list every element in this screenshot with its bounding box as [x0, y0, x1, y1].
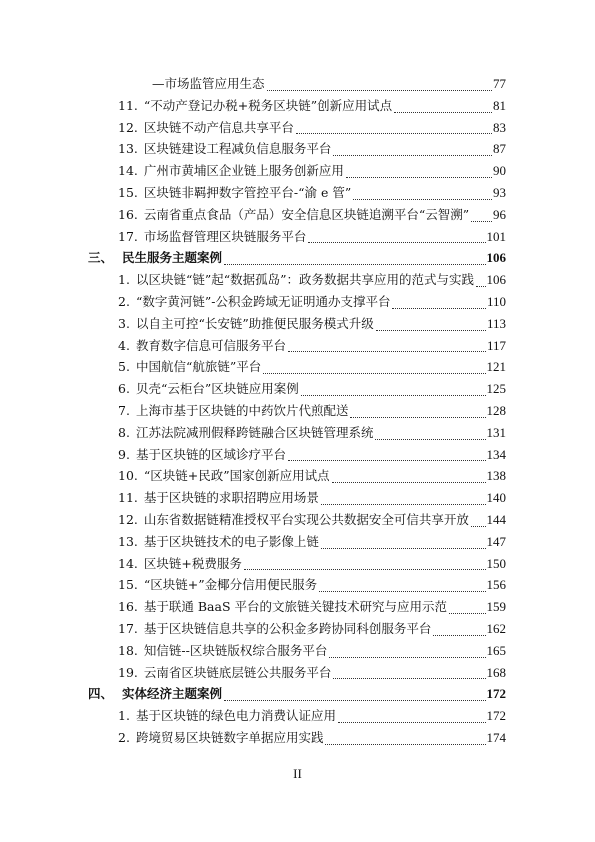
dot-leader — [433, 634, 485, 636]
toc-entry-title: 广州市黄埔区企业链上服务创新应用 — [143, 163, 344, 179]
toc-entry[interactable] — [88, 640, 506, 662]
toc-entry-number: 14. — [118, 163, 138, 179]
toc-entry[interactable] — [88, 313, 506, 335]
toc-entry[interactable] — [88, 378, 506, 400]
toc-entry-number: 2. — [118, 729, 130, 745]
toc-entry-number: 13. — [118, 141, 138, 157]
dot-leader — [288, 459, 486, 461]
dot-leader — [319, 590, 485, 592]
toc-entry-title: 区块链不动产信息共享平台 — [143, 119, 294, 135]
toc-entry[interactable] — [88, 705, 506, 727]
toc-entry[interactable] — [88, 204, 506, 226]
toc-entry-number: 10. — [118, 468, 138, 484]
toc-entry-page: 174 — [486, 729, 506, 745]
toc-entry-number: 16. — [118, 206, 138, 222]
toc-entry[interactable] — [88, 73, 506, 95]
toc-entry-page: 125 — [486, 381, 506, 397]
toc-entry[interactable] — [88, 95, 506, 117]
toc-entry[interactable] — [88, 487, 506, 509]
toc-entry-title: 基于区块链技术的电子影像上链 — [143, 533, 319, 549]
toc-entry[interactable] — [88, 618, 506, 640]
toc-entry-number: 12. — [118, 511, 138, 527]
dot-leader — [392, 307, 486, 309]
toc-entry-page: 83 — [493, 119, 506, 135]
toc-entry-page: 101 — [486, 228, 506, 244]
toc-entry-number: 6. — [118, 381, 130, 397]
toc-entry-page: 172 — [486, 686, 506, 702]
toc-entry-number: 11. — [118, 97, 138, 113]
toc-section[interactable] — [88, 247, 506, 269]
toc-entry[interactable] — [88, 269, 506, 291]
toc-entry-title: 云南省区块链底层链公共服务平台 — [143, 664, 332, 680]
toc-entry-title: 上海市基于区块链的中药饮片代煎配送 — [135, 402, 349, 418]
toc-section[interactable] — [88, 683, 506, 705]
table-of-contents — [88, 73, 506, 749]
dot-leader — [471, 525, 486, 527]
dot-leader — [224, 699, 485, 701]
toc-entry[interactable] — [88, 226, 506, 248]
dot-leader — [394, 111, 492, 113]
toc-entry-page: 90 — [493, 163, 506, 179]
toc-entry[interactable] — [88, 182, 506, 204]
toc-entry-title: 云南省重点食品（产品）安全信息区块链追溯平台“云智溯” — [143, 206, 470, 222]
toc-entry-number: 14. — [118, 555, 138, 571]
toc-entry-title: 跨境贸易区块链数字单据应用实践 — [135, 729, 324, 745]
toc-entry-title: 市场监督管理区块链服务平台 — [143, 228, 307, 244]
toc-entry[interactable] — [88, 727, 506, 749]
toc-entry-title: 实体经济主题案例 — [122, 686, 223, 702]
toc-entry-page: 162 — [486, 620, 506, 636]
toc-entry[interactable] — [88, 160, 506, 182]
toc-entry-page: 144 — [486, 511, 506, 527]
toc-entry-page: 106 — [486, 272, 506, 288]
toc-entry-page: 113 — [486, 315, 506, 331]
toc-entry-title: “不动产登记办税+税务区块链”创新应用试点 — [143, 97, 393, 113]
toc-entry-title: “区块链+”金椰分信用便民服务 — [143, 577, 318, 593]
dot-leader — [224, 263, 485, 265]
toc-entry-title: 贝壳“云柜台”区块链应用案例 — [135, 381, 299, 397]
toc-entry-number: 三、 — [88, 250, 114, 266]
dot-leader — [301, 394, 486, 396]
dot-leader — [333, 677, 485, 679]
toc-entry-page: 117 — [486, 337, 506, 353]
dot-leader — [350, 416, 485, 418]
toc-entry-page: 131 — [486, 424, 506, 440]
toc-entry[interactable] — [88, 574, 506, 596]
toc-entry-title: 基于联通 BaaS 平台的文旅链关键技术研究与应用示范 — [143, 599, 447, 615]
dot-leader — [376, 329, 486, 331]
toc-entry-title: 区块链+税费服务 — [143, 555, 242, 571]
dot-leader — [476, 285, 485, 287]
dot-leader — [353, 198, 492, 200]
toc-entry-title: —市场监管应用生态 — [152, 76, 265, 91]
toc-entry-page: 165 — [486, 642, 506, 658]
dot-leader — [263, 372, 485, 374]
toc-entry-number: 15. — [118, 577, 138, 593]
toc-entry-number: 8. — [118, 424, 130, 440]
dot-leader — [296, 132, 492, 134]
dot-leader — [325, 743, 485, 745]
dot-leader — [321, 503, 486, 505]
dot-leader — [375, 438, 485, 440]
dot-leader — [267, 89, 492, 91]
toc-entry-page: 96 — [493, 206, 506, 222]
toc-entry-number: 16. — [118, 599, 138, 615]
toc-entry-page: 172 — [486, 708, 506, 724]
toc-entry-number: 17. — [118, 620, 138, 636]
toc-entry-number: 7. — [118, 402, 130, 418]
toc-entry-page: 110 — [486, 293, 506, 309]
toc-entry-title: 教育数字信息可信服务平台 — [135, 337, 286, 353]
toc-entry-title: 江苏法院减刑假释跨链融合区块链管理系统 — [135, 424, 374, 440]
page-number: II — [293, 766, 302, 781]
toc-entry-number: 四、 — [88, 686, 114, 702]
toc-entry-title: 区块链非羁押数字管控平台-“渝 e 管” — [143, 184, 352, 200]
dot-leader — [288, 350, 486, 352]
toc-entry[interactable] — [88, 400, 506, 422]
toc-entry-page: 150 — [486, 555, 506, 571]
toc-entry[interactable] — [88, 531, 506, 553]
toc-entry-title: 以区块链“链”起“数据孤岛”：政务数据共享应用的范式与实践 — [135, 272, 475, 288]
toc-entry-title: 基于区块链信息共享的公积金多跨协同科创服务平台 — [143, 620, 432, 636]
dot-leader — [333, 154, 492, 156]
toc-entry-page: 87 — [493, 141, 506, 157]
toc-entry-page: 159 — [486, 599, 506, 615]
toc-entry-number: 15. — [118, 184, 138, 200]
dot-leader — [329, 656, 485, 658]
toc-entry-page: 121 — [486, 359, 506, 375]
toc-entry[interactable] — [88, 509, 506, 531]
toc-entry-number: 13. — [118, 533, 138, 549]
toc-entry[interactable] — [88, 335, 506, 357]
dot-leader — [471, 220, 492, 222]
toc-entry[interactable] — [88, 422, 506, 444]
toc-entry-number: 12. — [118, 119, 138, 135]
toc-entry-title: 基于区块链的求职招聘应用场景 — [143, 490, 319, 506]
toc-entry-page: 93 — [493, 184, 506, 200]
toc-entry-title: 知信链--区块链版权综合服务平台 — [143, 642, 328, 658]
dot-leader — [338, 721, 486, 723]
toc-entry-title: “数字黄河链”-公积金跨域无证明通办支撑平台 — [135, 293, 391, 309]
toc-entry-page: 81 — [493, 97, 506, 113]
toc-entry-number: 9. — [118, 446, 130, 462]
toc-entry[interactable] — [88, 291, 506, 313]
toc-entry-number: 18. — [118, 642, 138, 658]
dot-leader — [244, 568, 486, 570]
toc-entry[interactable] — [88, 117, 506, 139]
toc-entry[interactable] — [88, 465, 506, 487]
toc-entry-title: 中国航信“航旅链”平台 — [135, 359, 262, 375]
dot-leader — [332, 481, 486, 483]
toc-entry-number: 1. — [118, 708, 130, 724]
toc-entry-title: 山东省数据链精准授权平台实现公共数据安全可信共享开放 — [143, 511, 469, 527]
toc-entry-page: 147 — [486, 533, 506, 549]
dot-leader — [346, 176, 492, 178]
toc-entry-page: 106 — [486, 250, 506, 266]
toc-entry-page: 168 — [486, 664, 506, 680]
toc-entry[interactable] — [88, 553, 506, 575]
toc-entry-title: “区块链+民政”国家创新应用试点 — [143, 468, 330, 484]
dot-leader — [449, 612, 486, 614]
toc-entry-title: 基于区块链的绿色电力消费认证应用 — [135, 708, 336, 724]
toc-entry-number: 11. — [118, 490, 138, 506]
toc-entry-title: 区块链建设工程减负信息服务平台 — [143, 141, 332, 157]
dot-leader — [321, 547, 486, 549]
toc-entry-number: 5. — [118, 359, 130, 375]
toc-entry[interactable] — [88, 138, 506, 160]
toc-entry-page: 128 — [486, 402, 506, 418]
toc-entry-number: 2. — [118, 293, 130, 309]
toc-entry-number: 1. — [118, 272, 130, 288]
toc-entry-number: 3. — [118, 315, 130, 331]
toc-entry-page: 77 — [493, 76, 506, 91]
dot-leader — [308, 241, 485, 243]
toc-entry-number: 4. — [118, 337, 130, 353]
toc-entry-title: 民生服务主题案例 — [122, 250, 223, 266]
toc-entry-number: 19. — [118, 664, 138, 680]
toc-entry[interactable] — [88, 596, 506, 618]
toc-entry[interactable] — [88, 444, 506, 466]
toc-entry[interactable] — [88, 662, 506, 684]
toc-entry-title: 基于区块链的区域诊疗平台 — [135, 446, 286, 462]
toc-entry-page: 156 — [486, 577, 506, 593]
toc-entry-page: 140 — [486, 490, 506, 506]
toc-entry-page: 134 — [486, 446, 506, 462]
toc-entry-title: 以自主可控“长安链”助推便民服务模式升级 — [135, 315, 374, 331]
toc-entry-page: 138 — [486, 468, 506, 484]
toc-entry[interactable] — [88, 356, 506, 378]
toc-entry-number: 17. — [118, 228, 138, 244]
